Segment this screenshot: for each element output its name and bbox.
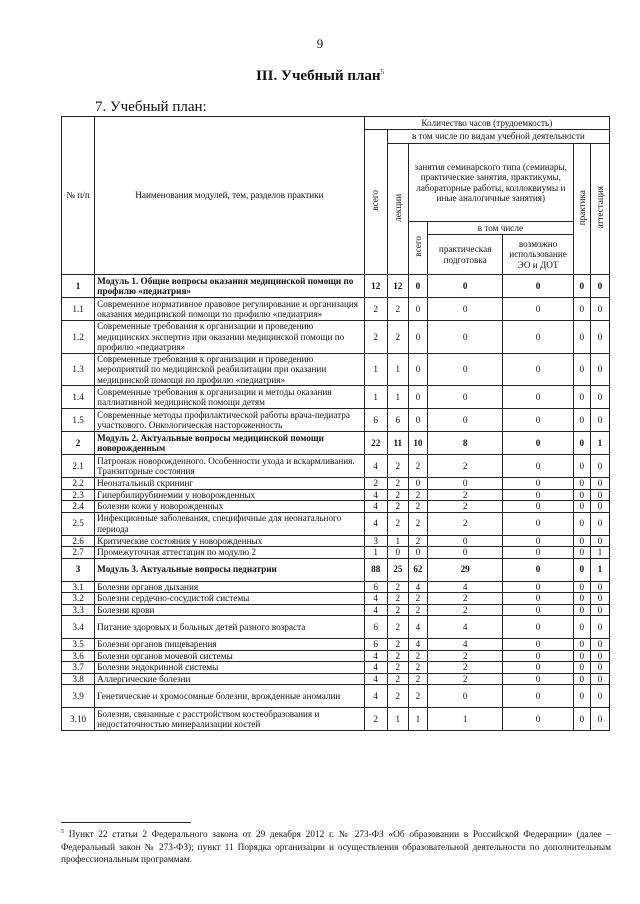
cell-practice: 0 bbox=[573, 662, 590, 674]
cell-seminar-total: 10 bbox=[408, 432, 427, 455]
cell-practical-training: 4 bbox=[427, 616, 502, 639]
cell-distance: 0 bbox=[503, 558, 573, 581]
cell-distance: 0 bbox=[503, 593, 573, 605]
cell-seminar-total: 2 bbox=[408, 512, 427, 535]
cell-total: 12 bbox=[364, 275, 387, 298]
cell-lectures: 11 bbox=[387, 432, 408, 455]
cell-num: 2.1 bbox=[62, 455, 95, 478]
cell-name: Неонатальный скрининг bbox=[95, 478, 364, 490]
cell-num: 3.8 bbox=[62, 673, 95, 685]
cell-distance: 0 bbox=[503, 455, 573, 478]
cell-practical-training: 2 bbox=[427, 512, 502, 535]
cell-total: 6 bbox=[364, 616, 387, 639]
header-practice-label: практика bbox=[576, 190, 587, 226]
cell-practical-training: 0 bbox=[427, 321, 502, 354]
cell-practical-training: 2 bbox=[427, 662, 502, 674]
cell-lectures: 2 bbox=[387, 593, 408, 605]
cell-distance: 0 bbox=[503, 650, 573, 662]
table-row bbox=[62, 298, 610, 321]
cell-distance: 0 bbox=[503, 432, 573, 455]
cell-attestation: 0 bbox=[590, 455, 609, 478]
cell-attestation: 0 bbox=[590, 673, 609, 685]
cell-num: 1.5 bbox=[62, 409, 95, 432]
cell-practical-training: 2 bbox=[427, 501, 502, 513]
cell-distance: 0 bbox=[503, 298, 573, 321]
cell-total: 4 bbox=[364, 673, 387, 685]
footnote-separator bbox=[61, 822, 191, 823]
cell-attestation: 0 bbox=[590, 535, 609, 547]
cell-name: Современные методы профилактической работы врача-педиатра участкового. Онкологическая настороженность bbox=[95, 409, 364, 432]
cell-seminar-total: 4 bbox=[408, 639, 427, 651]
cell-distance: 0 bbox=[503, 478, 573, 490]
cell-distance: 0 bbox=[503, 685, 573, 708]
cell-total: 4 bbox=[364, 604, 387, 616]
cell-distance: 0 bbox=[503, 616, 573, 639]
cell-practice: 0 bbox=[573, 616, 590, 639]
cell-lectures: 2 bbox=[387, 616, 408, 639]
cell-practical-training: 2 bbox=[427, 455, 502, 478]
cell-attestation: 0 bbox=[590, 581, 609, 593]
section-title bbox=[0, 68, 640, 85]
cell-attestation: 0 bbox=[590, 639, 609, 651]
cell-practical-training: 0 bbox=[427, 298, 502, 321]
module-row bbox=[62, 275, 610, 298]
cell-attestation: 0 bbox=[590, 512, 609, 535]
cell-num: 2.2 bbox=[62, 478, 95, 490]
cell-num: 3.6 bbox=[62, 650, 95, 662]
cell-seminar-total: 2 bbox=[408, 673, 427, 685]
table-row bbox=[62, 512, 610, 535]
cell-name: Генетические и хромосомные болезни, врожденные аномалии bbox=[95, 685, 364, 708]
cell-practice: 0 bbox=[573, 650, 590, 662]
cell-total: 1 bbox=[364, 353, 387, 386]
cell-name: Аллергические болезни bbox=[95, 673, 364, 685]
cell-total: 1 bbox=[364, 547, 387, 559]
cell-distance: 0 bbox=[503, 321, 573, 354]
cell-seminar-total: 62 bbox=[408, 558, 427, 581]
header-total-label: всего bbox=[370, 190, 381, 212]
cell-total: 22 bbox=[364, 432, 387, 455]
cell-lectures: 12 bbox=[387, 275, 408, 298]
cell-num: 3.5 bbox=[62, 639, 95, 651]
cell-num: 2.3 bbox=[62, 489, 95, 501]
cell-lectures: 2 bbox=[387, 478, 408, 490]
cell-distance: 0 bbox=[503, 353, 573, 386]
cell-name: Болезни органов мочевой системы bbox=[95, 650, 364, 662]
cell-attestation: 0 bbox=[590, 650, 609, 662]
cell-practice: 0 bbox=[573, 581, 590, 593]
cell-practice: 0 bbox=[573, 478, 590, 490]
cell-seminar-total: 1 bbox=[408, 708, 427, 731]
table-row bbox=[62, 708, 610, 731]
cell-practical-training: 8 bbox=[427, 432, 502, 455]
cell-attestation: 0 bbox=[590, 593, 609, 605]
cell-attestation: 0 bbox=[590, 353, 609, 386]
cell-num: 1 bbox=[62, 275, 95, 298]
cell-total: 6 bbox=[364, 409, 387, 432]
header-practice bbox=[573, 144, 590, 275]
cell-total: 2 bbox=[364, 298, 387, 321]
cell-distance: 0 bbox=[503, 662, 573, 674]
cell-seminar-total: 2 bbox=[408, 685, 427, 708]
cell-practical-training: 0 bbox=[427, 275, 502, 298]
cell-practical-training: 0 bbox=[427, 685, 502, 708]
cell-total: 4 bbox=[364, 593, 387, 605]
cell-practical-training: 0 bbox=[427, 535, 502, 547]
cell-distance: 0 bbox=[503, 409, 573, 432]
table-row bbox=[62, 650, 610, 662]
cell-num: 1.1 bbox=[62, 298, 95, 321]
cell-seminar-total: 2 bbox=[408, 604, 427, 616]
curriculum-table bbox=[61, 116, 610, 731]
cell-total: 4 bbox=[364, 489, 387, 501]
cell-lectures: 1 bbox=[387, 386, 408, 409]
footnote-mark: 5 bbox=[61, 829, 64, 835]
cell-attestation: 0 bbox=[590, 409, 609, 432]
cell-distance: 0 bbox=[503, 639, 573, 651]
header-seminar-total-label: всего bbox=[412, 236, 423, 258]
header-hours: Количество часов (трудоемкость) bbox=[364, 117, 609, 130]
cell-practice: 0 bbox=[573, 708, 590, 731]
header-distance: возможно использование ЭО и ДОТ bbox=[503, 235, 573, 275]
cell-attestation: 0 bbox=[590, 478, 609, 490]
cell-practical-training: 0 bbox=[427, 478, 502, 490]
cell-name: Инфекционные заболевания, специфичные для неонатального периода bbox=[95, 512, 364, 535]
header-attestation bbox=[590, 144, 609, 275]
cell-practice: 0 bbox=[573, 639, 590, 651]
table-row bbox=[62, 489, 610, 501]
header-total bbox=[364, 130, 387, 275]
table-row bbox=[62, 685, 610, 708]
cell-total: 4 bbox=[364, 501, 387, 513]
cell-practice: 0 bbox=[573, 455, 590, 478]
cell-num: 3.9 bbox=[62, 685, 95, 708]
cell-name: Современные требования к организации и проведению мероприятий по медицинской реабилитации при оказании медицинской помощи по профилю «педиатрия» bbox=[95, 353, 364, 386]
cell-num: 1.4 bbox=[62, 386, 95, 409]
footnote-text: Пункт 22 статьи 2 Федерального закона от 29 декабря 2012 г. № 273-ФЗ «Об образовании в Российской Федерации» (далее – Федеральный закон № 273-ФЗ); пункт 11 Порядка организации и осуществления образовательной деятельности по дополнительным профессиональным программам. bbox=[61, 830, 611, 866]
module-row bbox=[62, 432, 610, 455]
cell-lectures: 2 bbox=[387, 455, 408, 478]
cell-practice: 0 bbox=[573, 275, 590, 298]
cell-name: Болезни эндокринной системы bbox=[95, 662, 364, 674]
table-row bbox=[62, 616, 610, 639]
cell-seminar-total: 2 bbox=[408, 455, 427, 478]
cell-seminar-total: 2 bbox=[408, 650, 427, 662]
table-row bbox=[62, 535, 610, 547]
cell-lectures: 2 bbox=[387, 662, 408, 674]
cell-name: Модуль 1. Общие вопросы оказания медицинской помощи по профилю «педиатрия» bbox=[95, 275, 364, 298]
header-practical-training: практическая подготовка bbox=[427, 235, 502, 275]
cell-attestation: 0 bbox=[590, 298, 609, 321]
cell-lectures: 0 bbox=[387, 547, 408, 559]
cell-seminar-total: 0 bbox=[408, 275, 427, 298]
cell-attestation: 0 bbox=[590, 501, 609, 513]
cell-seminar-total: 0 bbox=[408, 386, 427, 409]
cell-practical-training: 1 bbox=[427, 708, 502, 731]
cell-distance: 0 bbox=[503, 535, 573, 547]
cell-seminar-total: 0 bbox=[408, 478, 427, 490]
cell-total: 88 bbox=[364, 558, 387, 581]
footnote bbox=[61, 826, 611, 867]
page-number: 9 bbox=[316, 36, 324, 51]
table-row bbox=[62, 353, 610, 386]
cell-practice: 0 bbox=[573, 386, 590, 409]
cell-num: 2.7 bbox=[62, 547, 95, 559]
cell-attestation: 0 bbox=[590, 616, 609, 639]
subtitle: 7. Учебный план: bbox=[95, 99, 207, 115]
cell-num: 2 bbox=[62, 432, 95, 455]
cell-seminar-total: 0 bbox=[408, 547, 427, 559]
cell-num: 2.4 bbox=[62, 501, 95, 513]
header-lectures bbox=[387, 144, 408, 275]
cell-total: 4 bbox=[364, 662, 387, 674]
cell-seminar-total: 4 bbox=[408, 581, 427, 593]
header-including: в том числе bbox=[427, 222, 573, 235]
cell-total: 2 bbox=[364, 321, 387, 354]
table-row bbox=[62, 321, 610, 354]
cell-practical-training: 0 bbox=[427, 409, 502, 432]
cell-attestation: 0 bbox=[590, 489, 609, 501]
cell-distance: 0 bbox=[503, 673, 573, 685]
cell-name: Модуль 2. Актуальные вопросы медицинской помощи новорожденным bbox=[95, 432, 364, 455]
cell-num: 3.2 bbox=[62, 593, 95, 605]
table-row bbox=[62, 581, 610, 593]
cell-practice: 0 bbox=[573, 535, 590, 547]
header-by-type: в том числе по видам учебной деятельности bbox=[387, 130, 609, 144]
cell-distance: 0 bbox=[503, 581, 573, 593]
cell-attestation: 0 bbox=[590, 275, 609, 298]
cell-total: 1 bbox=[364, 386, 387, 409]
header-name: Наименования модулей, тем, разделов практики bbox=[95, 117, 364, 275]
cell-total: 4 bbox=[364, 685, 387, 708]
cell-name: Современные требования к организации и методы оказания паллиативной медицинской помощи детям bbox=[95, 386, 364, 409]
cell-total: 6 bbox=[364, 639, 387, 651]
cell-lectures: 2 bbox=[387, 673, 408, 685]
cell-distance: 0 bbox=[503, 489, 573, 501]
cell-name: Болезни органов пищеварения bbox=[95, 639, 364, 651]
cell-attestation: 1 bbox=[590, 432, 609, 455]
cell-num: 3.1 bbox=[62, 581, 95, 593]
cell-practice: 0 bbox=[573, 673, 590, 685]
module-row bbox=[62, 558, 610, 581]
table-row bbox=[62, 409, 610, 432]
cell-distance: 0 bbox=[503, 275, 573, 298]
cell-lectures: 2 bbox=[387, 581, 408, 593]
cell-total: 4 bbox=[364, 650, 387, 662]
cell-practice: 0 bbox=[573, 547, 590, 559]
cell-lectures: 25 bbox=[387, 558, 408, 581]
cell-practice: 0 bbox=[573, 489, 590, 501]
cell-attestation: 0 bbox=[590, 604, 609, 616]
cell-practice: 0 bbox=[573, 558, 590, 581]
cell-seminar-total: 0 bbox=[408, 298, 427, 321]
table-row bbox=[62, 547, 610, 559]
section-title-text: III. Учебный план bbox=[255, 68, 381, 84]
cell-distance: 0 bbox=[503, 512, 573, 535]
cell-seminar-total: 4 bbox=[408, 616, 427, 639]
cell-name: Критические состояния у новорожденных bbox=[95, 535, 364, 547]
cell-name: Патронаж новорожденного. Особенности ухода и вскармливания. Транзиторные состояния bbox=[95, 455, 364, 478]
cell-name: Модуль 3. Актуальные вопросы педиатрии bbox=[95, 558, 364, 581]
cell-seminar-total: 2 bbox=[408, 535, 427, 547]
cell-lectures: 2 bbox=[387, 501, 408, 513]
cell-practice: 0 bbox=[573, 321, 590, 354]
cell-practice: 0 bbox=[573, 432, 590, 455]
cell-practice: 0 bbox=[573, 353, 590, 386]
cell-seminar-total: 2 bbox=[408, 501, 427, 513]
cell-practice: 0 bbox=[573, 512, 590, 535]
cell-num: 1.3 bbox=[62, 353, 95, 386]
cell-practical-training: 2 bbox=[427, 489, 502, 501]
cell-lectures: 1 bbox=[387, 353, 408, 386]
section-footnote-mark: 5 bbox=[380, 68, 385, 76]
cell-name: Современные требования к организации и проведению медицинских экспертиз при оказании медицинской помощи по профилю «педиатрия» bbox=[95, 321, 364, 354]
cell-attestation: 1 bbox=[590, 558, 609, 581]
cell-name: Болезни, связанные с расстройством костеобразования и недостаточностью минерализации костей bbox=[95, 708, 364, 731]
cell-practice: 0 bbox=[573, 685, 590, 708]
cell-name: Болезни кожи у новорожденных bbox=[95, 501, 364, 513]
cell-seminar-total: 2 bbox=[408, 489, 427, 501]
table-row bbox=[62, 673, 610, 685]
cell-attestation: 0 bbox=[590, 685, 609, 708]
cell-attestation: 1 bbox=[590, 547, 609, 559]
cell-practical-training: 4 bbox=[427, 639, 502, 651]
cell-num: 1.2 bbox=[62, 321, 95, 354]
cell-practical-training: 2 bbox=[427, 593, 502, 605]
cell-distance: 0 bbox=[503, 604, 573, 616]
cell-attestation: 0 bbox=[590, 662, 609, 674]
cell-seminar-total: 2 bbox=[408, 593, 427, 605]
cell-num: 3.10 bbox=[62, 708, 95, 731]
cell-distance: 0 bbox=[503, 547, 573, 559]
cell-name: Болезни сердечно-сосудистой системы bbox=[95, 593, 364, 605]
table-row bbox=[62, 639, 610, 651]
cell-num: 2.5 bbox=[62, 512, 95, 535]
cell-name: Питание здоровых и больных детей разного возраста bbox=[95, 616, 364, 639]
cell-practical-training: 0 bbox=[427, 547, 502, 559]
cell-num: 3.4 bbox=[62, 616, 95, 639]
cell-practice: 0 bbox=[573, 298, 590, 321]
table-row bbox=[62, 604, 610, 616]
table-row bbox=[62, 478, 610, 490]
cell-name: Гипербилирубинемии у новорожденных bbox=[95, 489, 364, 501]
cell-lectures: 2 bbox=[387, 685, 408, 708]
cell-practical-training: 4 bbox=[427, 581, 502, 593]
cell-total: 2 bbox=[364, 478, 387, 490]
header-seminar: занятия семинарского типа (семинары, практические занятия, практикумы, лабораторные работы, коллоквиумы и иные аналогичные занятия) bbox=[408, 144, 573, 222]
cell-total: 2 bbox=[364, 708, 387, 731]
cell-total: 4 bbox=[364, 512, 387, 535]
header-seminar-total bbox=[408, 222, 427, 275]
cell-lectures: 2 bbox=[387, 512, 408, 535]
cell-lectures: 2 bbox=[387, 650, 408, 662]
cell-total: 3 bbox=[364, 535, 387, 547]
cell-distance: 0 bbox=[503, 386, 573, 409]
cell-practical-training: 2 bbox=[427, 673, 502, 685]
cell-lectures: 6 bbox=[387, 409, 408, 432]
cell-practice: 0 bbox=[573, 593, 590, 605]
cell-lectures: 2 bbox=[387, 639, 408, 651]
cell-lectures: 2 bbox=[387, 321, 408, 354]
cell-total: 6 bbox=[364, 581, 387, 593]
cell-lectures: 1 bbox=[387, 535, 408, 547]
cell-name: Промежуточная аттестация по модулю 2 bbox=[95, 547, 364, 559]
cell-num: 3.7 bbox=[62, 662, 95, 674]
cell-name: Болезни органов дыхания bbox=[95, 581, 364, 593]
table-row bbox=[62, 593, 610, 605]
cell-attestation: 0 bbox=[590, 321, 609, 354]
cell-num: 2.6 bbox=[62, 535, 95, 547]
cell-seminar-total: 0 bbox=[408, 409, 427, 432]
header-lectures-label: лекции bbox=[392, 193, 403, 222]
cell-lectures: 2 bbox=[387, 604, 408, 616]
cell-practice: 0 bbox=[573, 409, 590, 432]
cell-practical-training: 29 bbox=[427, 558, 502, 581]
cell-num: 3.3 bbox=[62, 604, 95, 616]
cell-practical-training: 0 bbox=[427, 353, 502, 386]
cell-seminar-total: 0 bbox=[408, 321, 427, 354]
header-attestation-label: аттестация bbox=[594, 186, 605, 230]
cell-practical-training: 2 bbox=[427, 604, 502, 616]
cell-attestation: 0 bbox=[590, 708, 609, 731]
table-row bbox=[62, 455, 610, 478]
cell-attestation: 0 bbox=[590, 386, 609, 409]
cell-name: Современное нормативное правовое регулирование и организация оказания медицинской помощи по профилю «педиатрия» bbox=[95, 298, 364, 321]
cell-seminar-total: 2 bbox=[408, 662, 427, 674]
cell-lectures: 2 bbox=[387, 298, 408, 321]
cell-total: 4 bbox=[364, 455, 387, 478]
cell-practice: 0 bbox=[573, 604, 590, 616]
cell-name: Болезни крови bbox=[95, 604, 364, 616]
header-num: № п/п bbox=[62, 117, 95, 275]
cell-practical-training: 0 bbox=[427, 386, 502, 409]
table-row bbox=[62, 386, 610, 409]
cell-distance: 0 bbox=[503, 501, 573, 513]
cell-practical-training: 2 bbox=[427, 650, 502, 662]
cell-practice: 0 bbox=[573, 501, 590, 513]
cell-num: 3 bbox=[62, 558, 95, 581]
table-row bbox=[62, 501, 610, 513]
cell-distance: 0 bbox=[503, 708, 573, 731]
cell-seminar-total: 0 bbox=[408, 353, 427, 386]
cell-lectures: 2 bbox=[387, 489, 408, 501]
table-row bbox=[62, 662, 610, 674]
cell-lectures: 1 bbox=[387, 708, 408, 731]
